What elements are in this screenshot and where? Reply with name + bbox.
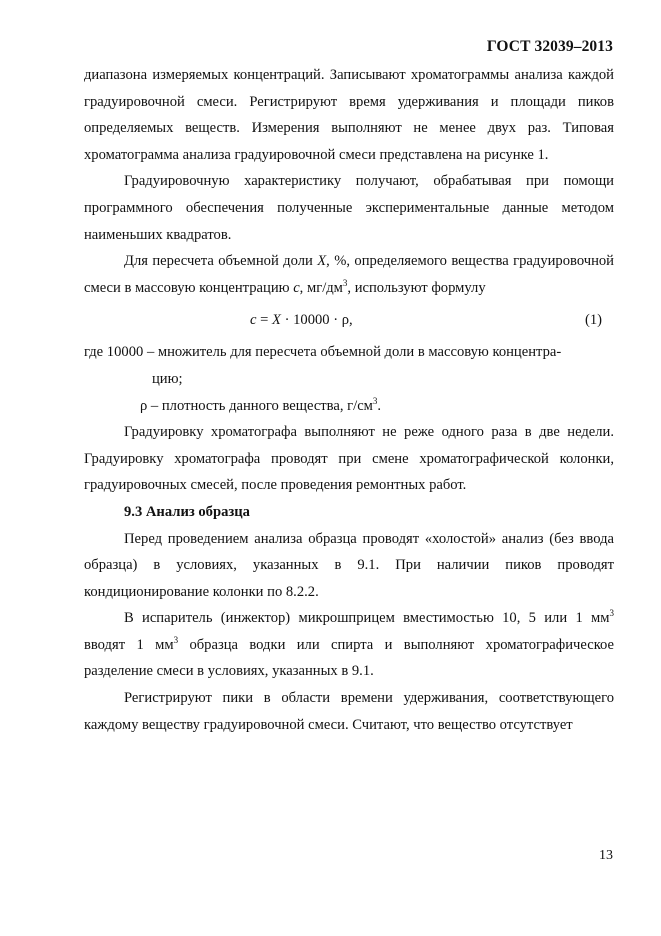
rho-definition: ρ – плотность данного вещества, г/см <box>140 397 373 414</box>
body-text <box>84 62 614 738</box>
formula-1 <box>84 301 614 339</box>
paragraph-6 <box>84 605 614 685</box>
page-number: 13 <box>599 848 613 863</box>
p3-superscript: 3 <box>342 277 348 288</box>
where-line-1: где 10000 – множитель для пересчета объемной доли в массовую концентра- <box>84 344 562 361</box>
formula-variable: X <box>272 312 281 329</box>
rho-period: . <box>377 397 382 414</box>
paragraph-7: Регистрируют пики в области времени удерживания, соответствующего каждому веществу градуировочной смеси. Считают, что вещество отсутствует <box>84 690 614 733</box>
formula-equals: = <box>256 312 273 329</box>
p3-text-e: , используют формулу <box>347 279 486 296</box>
rho-superscript: 3 <box>372 395 378 406</box>
p3-text-a: Для пересчета объемной доли <box>124 253 318 270</box>
p3-text-b: , %, определяемого вещества градуировочной смеси в массовую концентрацию <box>84 253 614 296</box>
formula-rest: · 10000 · ρ, <box>280 312 353 329</box>
p6-text-c: образца водки или спирта и выполняют хроматографическое разделение смеси в условиях, указанных в 9.1. <box>84 636 614 680</box>
paragraph-4: Градуировку хроматографа выполняют не реже одного раза в две недели. Градуировку хроматографа проводят при смене хроматографической колонки, градуировочных смесей, после проведения ремонтных работ. <box>84 424 614 494</box>
paragraph-3 <box>84 248 614 301</box>
formula-expression <box>250 307 353 334</box>
formula-number: (1) <box>584 312 602 329</box>
paragraph-5: Перед проведением анализа образца проводят «холостой» анализ (без ввода образца) в условиях, указанных в 9.1. При наличии пиков проводят кондиционирование колонки по 8.2.2. <box>84 530 614 600</box>
p3-variable-c: c <box>293 279 300 296</box>
section-heading: 9.3 Анализ образца <box>124 503 250 520</box>
document-code-header: ГОСТ 32039–2013 <box>486 38 613 55</box>
paragraph-2: Градуировочную характеристику получают, обрабатывая при помощи программного обеспечения полученные экспериментальные данные методом наименьших квадратов. <box>84 173 614 243</box>
p3-variable-x: X <box>317 253 327 270</box>
p6-superscript-1: 3 <box>609 608 614 619</box>
where-line-2 <box>84 393 614 420</box>
p6-text-b: вводят 1 мм <box>84 636 174 653</box>
paragraph-1: диапазона измеряемых концентраций. Записывают хроматограммы анализа каждой градуировочной смеси. Регистрируют время удерживания и площади пиков определяемых веществ. Измерения выполняют не менее двух раз. Типовая хроматограмма анализа градуировочной смеси представлена на рисунке 1. <box>84 67 614 163</box>
where-line-1-continued: цию; <box>152 370 183 387</box>
p3-text-d: , мг/дм <box>299 279 343 296</box>
p6-superscript-2: 3 <box>173 634 179 645</box>
p6-text-a: В испаритель (инжектор) микрошприцем вместимостью 10, 5 или 1 мм <box>124 610 610 627</box>
formula-lhs: c <box>250 312 257 329</box>
